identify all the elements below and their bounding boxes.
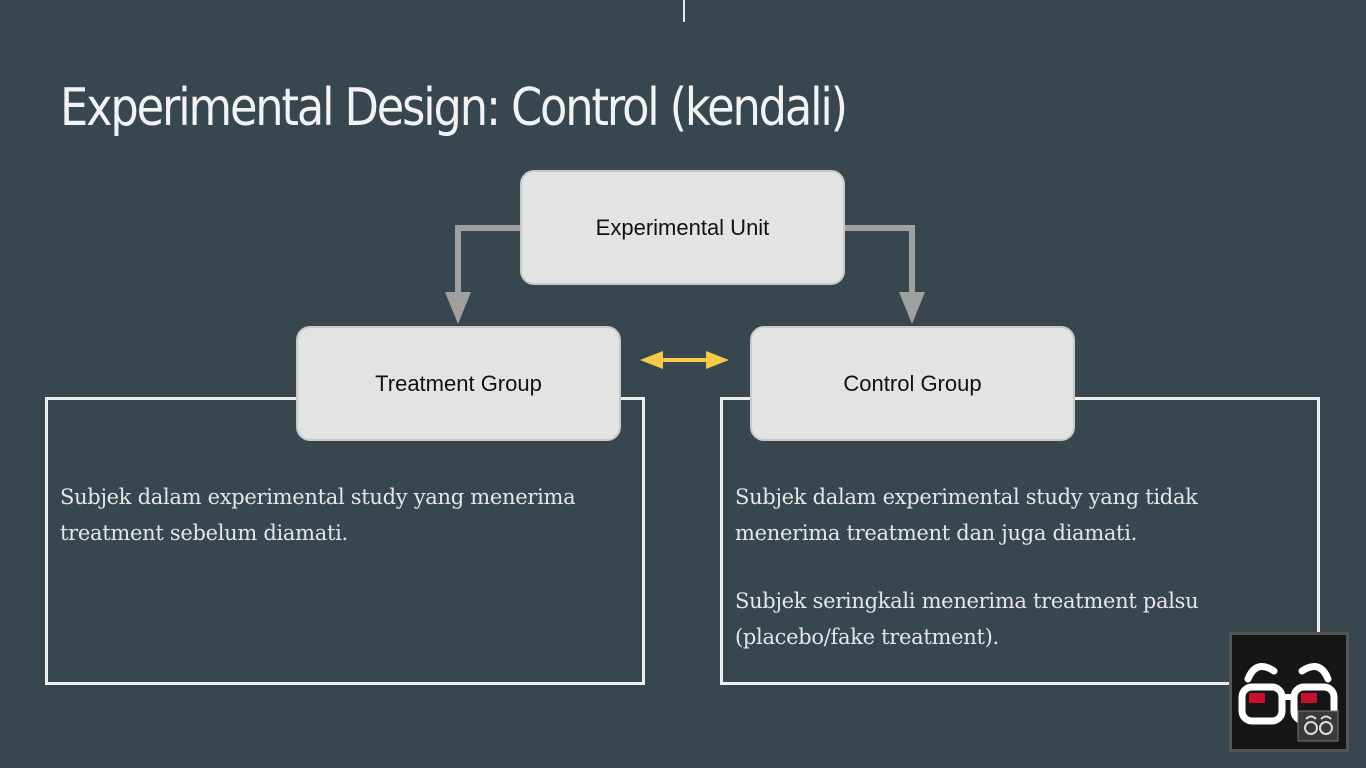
compare-double-arrow	[640, 351, 729, 369]
treatment-group-label: Treatment Group	[375, 370, 542, 396]
arrow-unit-to-control	[843, 228, 912, 294]
control-placebo-note: Subjek seringkali menerima treatment palsu (placebo/fake treatment).	[735, 589, 1199, 649]
arrow-unit-to-treatment-head	[445, 292, 471, 324]
treatment-description: Subjek dalam experimental study yang menerima treatment sebelum diamati.	[60, 485, 576, 545]
treatment-group-node	[296, 326, 621, 441]
slide-title: Experimental Design: Control (kendali)	[60, 78, 846, 138]
control-group-label: Control Group	[843, 370, 982, 396]
glasses-logo-icon	[1229, 632, 1349, 752]
arrow-unit-to-treatment	[458, 228, 522, 294]
control-description: Subjek dalam experimental study yang tidak menerima treatment dan juga diamati.	[735, 485, 1198, 545]
control-group-node	[750, 326, 1075, 441]
arrow-unit-to-control-head	[899, 292, 925, 324]
experimental-unit-label: Experimental Unit	[595, 214, 770, 240]
experimental-unit-node	[520, 170, 845, 285]
